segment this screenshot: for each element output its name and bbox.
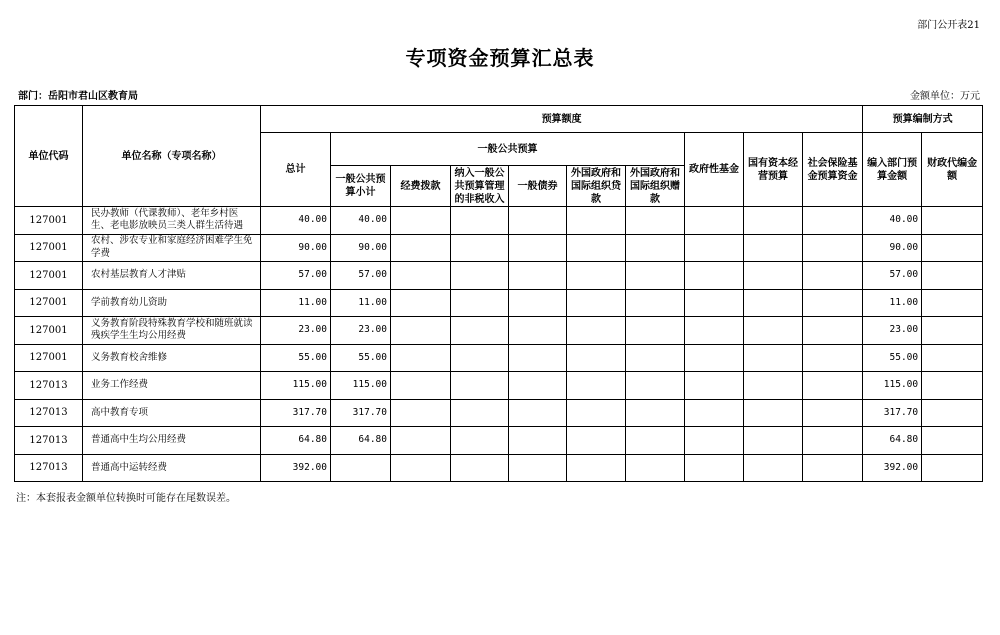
appropriation-cell: [391, 289, 451, 317]
total-cell: 115.00: [261, 372, 331, 400]
table-row: [15, 207, 983, 235]
dept-budget-cell: 55.00: [863, 344, 922, 372]
general-subtotal-cell: [331, 454, 391, 482]
nontax-cell: [451, 317, 509, 345]
fiscal-compile-cell: [922, 454, 983, 482]
state-capital-cell: [744, 399, 803, 427]
total-cell: 317.70: [261, 399, 331, 427]
foreign-loan-cell: [567, 289, 626, 317]
unit-name-cell: 民办教师（代课教师）、老年乡村医生、老电影放映员三类人群生活待遇: [83, 207, 261, 235]
header-state-capital: 国有资本经营预算: [744, 133, 803, 207]
unit-code-cell: 127001: [15, 207, 83, 235]
state-capital-cell: [744, 317, 803, 345]
gov-fund-cell: [685, 234, 744, 262]
unit-name-cell: 高中教育专项: [83, 399, 261, 427]
foreign-loan-cell: [567, 207, 626, 235]
total-cell: 23.00: [261, 317, 331, 345]
general-subtotal-cell: 64.80: [331, 427, 391, 455]
header-fiscal-compile: 财政代编金额: [922, 133, 983, 207]
dept-budget-cell: 40.00: [863, 207, 922, 235]
header-prep-method: 预算编制方式: [863, 106, 983, 133]
header-foreign-grant: 外国政府和国际组织赠款: [626, 166, 685, 207]
table-row: [15, 262, 983, 290]
table-row: [15, 454, 983, 482]
total-cell: 392.00: [261, 454, 331, 482]
nontax-cell: [451, 427, 509, 455]
unit-name-cell: 普通高中运转经费: [83, 454, 261, 482]
appropriation-cell: [391, 317, 451, 345]
nontax-cell: [451, 289, 509, 317]
department-label: 部门：岳阳市君山区教育局: [18, 91, 138, 102]
appropriation-cell: [391, 427, 451, 455]
foreign-loan-cell: [567, 427, 626, 455]
foreign-grant-cell: [626, 372, 685, 400]
general-bond-cell: [509, 344, 567, 372]
state-capital-cell: [744, 427, 803, 455]
foreign-loan-cell: [567, 399, 626, 427]
table-row: [15, 317, 983, 345]
state-capital-cell: [744, 289, 803, 317]
table-row: [15, 234, 983, 262]
header-foreign-loan: 外国政府和国际组织贷款: [567, 166, 626, 207]
dept-budget-cell: 392.00: [863, 454, 922, 482]
unit-code-cell: 127013: [15, 372, 83, 400]
social-insurance-cell: [803, 372, 863, 400]
foreign-grant-cell: [626, 234, 685, 262]
appropriation-cell: [391, 344, 451, 372]
general-bond-cell: [509, 317, 567, 345]
unit-code-cell: 127013: [15, 399, 83, 427]
table-row: [15, 289, 983, 317]
social-insurance-cell: [803, 207, 863, 235]
nontax-cell: [451, 372, 509, 400]
general-bond-cell: [509, 262, 567, 290]
foreign-grant-cell: [626, 454, 685, 482]
table-row: [15, 372, 983, 400]
header-gov-fund: 政府性基金: [685, 133, 744, 207]
total-cell: 90.00: [261, 234, 331, 262]
unit-code-cell: 127001: [15, 262, 83, 290]
general-bond-cell: [509, 399, 567, 427]
foreign-loan-cell: [567, 454, 626, 482]
unit-code-cell: 127001: [15, 289, 83, 317]
fiscal-compile-cell: [922, 234, 983, 262]
total-cell: 40.00: [261, 207, 331, 235]
unit-name-cell: 普通高中生均公用经费: [83, 427, 261, 455]
unit-code-cell: 127001: [15, 344, 83, 372]
nontax-cell: [451, 344, 509, 372]
dept-budget-cell: 23.00: [863, 317, 922, 345]
general-subtotal-cell: 90.00: [331, 234, 391, 262]
gov-fund-cell: [685, 344, 744, 372]
gov-fund-cell: [685, 317, 744, 345]
total-cell: 57.00: [261, 262, 331, 290]
general-subtotal-cell: 317.70: [331, 399, 391, 427]
unit-name-cell: 业务工作经费: [83, 372, 261, 400]
header-social-insurance: 社会保险基金预算资金: [803, 133, 863, 207]
gov-fund-cell: [685, 262, 744, 290]
dept-budget-cell: 64.80: [863, 427, 922, 455]
state-capital-cell: [744, 344, 803, 372]
dept-budget-cell: 57.00: [863, 262, 922, 290]
appropriation-cell: [391, 454, 451, 482]
gov-fund-cell: [685, 289, 744, 317]
unit-name-cell: 义务教育阶段特殊教育学校和随班就读残疾学生生均公用经费: [83, 317, 261, 345]
header-nontax: 纳入一般公共预算管理的非税收入: [451, 166, 509, 207]
nontax-cell: [451, 399, 509, 427]
appropriation-cell: [391, 207, 451, 235]
state-capital-cell: [744, 262, 803, 290]
fiscal-compile-cell: [922, 372, 983, 400]
state-capital-cell: [744, 372, 803, 400]
foreign-loan-cell: [567, 262, 626, 290]
foreign-grant-cell: [626, 399, 685, 427]
gov-fund-cell: [685, 399, 744, 427]
header-total: 总计: [261, 133, 331, 207]
nontax-cell: [451, 454, 509, 482]
state-capital-cell: [744, 207, 803, 235]
unit-name-cell: 农村、涉农专业和家庭经济困难学生免学费: [83, 234, 261, 262]
social-insurance-cell: [803, 454, 863, 482]
gov-fund-cell: [685, 207, 744, 235]
fiscal-compile-cell: [922, 207, 983, 235]
fiscal-compile-cell: [922, 317, 983, 345]
dept-budget-cell: 11.00: [863, 289, 922, 317]
unit-name-cell: 学前教育幼儿资助: [83, 289, 261, 317]
social-insurance-cell: [803, 289, 863, 317]
header-general-bond: 一般债券: [509, 166, 567, 207]
general-bond-cell: [509, 289, 567, 317]
table-row: [15, 427, 983, 455]
foreign-grant-cell: [626, 427, 685, 455]
header-general-subtotal: 一般公共预算小计: [331, 166, 391, 207]
foreign-loan-cell: [567, 317, 626, 345]
foreign-loan-cell: [567, 372, 626, 400]
social-insurance-cell: [803, 262, 863, 290]
general-bond-cell: [509, 427, 567, 455]
nontax-cell: [451, 207, 509, 235]
foreign-grant-cell: [626, 289, 685, 317]
state-capital-cell: [744, 234, 803, 262]
header-unit-code: 单位代码: [15, 106, 83, 207]
fiscal-compile-cell: [922, 427, 983, 455]
foreign-grant-cell: [626, 207, 685, 235]
total-cell: 55.00: [261, 344, 331, 372]
foreign-loan-cell: [567, 344, 626, 372]
general-bond-cell: [509, 454, 567, 482]
foreign-grant-cell: [626, 262, 685, 290]
foreign-grant-cell: [626, 317, 685, 345]
nontax-cell: [451, 234, 509, 262]
total-cell: 64.80: [261, 427, 331, 455]
dept-budget-cell: 317.70: [863, 399, 922, 427]
general-bond-cell: [509, 234, 567, 262]
gov-fund-cell: [685, 427, 744, 455]
unit-code-cell: 127001: [15, 317, 83, 345]
state-capital-cell: [744, 454, 803, 482]
budget-summary-table: [14, 105, 983, 482]
social-insurance-cell: [803, 344, 863, 372]
header-general-budget: 一般公共预算: [331, 133, 685, 166]
general-subtotal-cell: 115.00: [331, 372, 391, 400]
social-insurance-cell: [803, 399, 863, 427]
appropriation-cell: [391, 372, 451, 400]
unit-code-cell: 127013: [15, 427, 83, 455]
gov-fund-cell: [685, 454, 744, 482]
table-row: [15, 344, 983, 372]
unit-code-cell: 127013: [15, 454, 83, 482]
general-bond-cell: [509, 372, 567, 400]
fiscal-compile-cell: [922, 289, 983, 317]
social-insurance-cell: [803, 317, 863, 345]
appropriation-cell: [391, 234, 451, 262]
fiscal-compile-cell: [922, 344, 983, 372]
fiscal-compile-cell: [922, 262, 983, 290]
page-title: 专项资金预算汇总表: [405, 46, 595, 70]
appropriation-cell: [391, 262, 451, 290]
general-subtotal-cell: 55.00: [331, 344, 391, 372]
unit-name-cell: 农村基层教育人才津贴: [83, 262, 261, 290]
appropriation-cell: [391, 399, 451, 427]
unit-code-cell: 127001: [15, 234, 83, 262]
general-subtotal-cell: 57.00: [331, 262, 391, 290]
table-row: [15, 399, 983, 427]
dept-budget-cell: 115.00: [863, 372, 922, 400]
table-number-label: 部门公开表21: [917, 20, 980, 31]
gov-fund-cell: [685, 372, 744, 400]
amount-unit-label: 金额单位：万元: [910, 91, 980, 102]
footnote: 注：本套报表金额单位转换时可能存在尾数误差。: [16, 493, 236, 504]
general-bond-cell: [509, 207, 567, 235]
general-subtotal-cell: 23.00: [331, 317, 391, 345]
header-budget-amount: 预算额度: [261, 106, 863, 133]
fiscal-compile-cell: [922, 399, 983, 427]
dept-budget-cell: 90.00: [863, 234, 922, 262]
total-cell: 11.00: [261, 289, 331, 317]
social-insurance-cell: [803, 427, 863, 455]
header-dept-budget: 编入部门预算金额: [863, 133, 922, 207]
foreign-grant-cell: [626, 344, 685, 372]
general-subtotal-cell: 11.00: [331, 289, 391, 317]
unit-name-cell: 义务教育校舍维修: [83, 344, 261, 372]
foreign-loan-cell: [567, 234, 626, 262]
social-insurance-cell: [803, 234, 863, 262]
header-unit-name: 单位名称（专项名称）: [83, 106, 261, 207]
general-subtotal-cell: 40.00: [331, 207, 391, 235]
nontax-cell: [451, 262, 509, 290]
header-appropriation: 经费拨款: [391, 166, 451, 207]
